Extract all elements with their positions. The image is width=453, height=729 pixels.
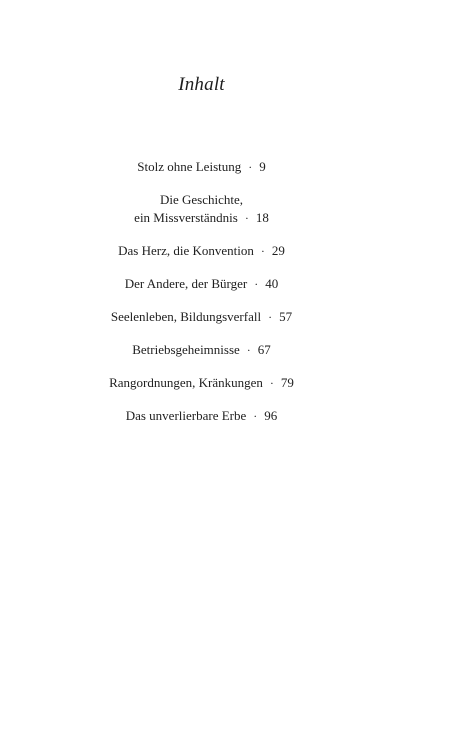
toc-entry: [0, 242, 403, 260]
separator-dot: ·: [260, 244, 265, 258]
toc-page-number: 29: [271, 243, 285, 258]
toc-entry: [0, 191, 403, 227]
toc-entry: [0, 407, 403, 425]
toc-entry: [0, 341, 403, 359]
toc-entry-line: [0, 275, 403, 293]
separator-dot: ·: [254, 277, 259, 291]
toc-page-number: 79: [280, 375, 294, 390]
toc-entry-title: Das unverlierbare Erbe: [125, 408, 247, 423]
separator-dot: ·: [248, 160, 253, 174]
toc-entry-line: [0, 209, 403, 227]
toc-entry: [0, 374, 403, 392]
separator-dot: ·: [244, 211, 249, 225]
toc-page-number: 96: [264, 408, 278, 423]
separator-dot: ·: [253, 409, 258, 423]
separator-dot: ·: [269, 376, 274, 390]
toc-entry-line: [0, 242, 403, 260]
toc-entry-line: [0, 308, 403, 326]
separator-dot: ·: [268, 310, 273, 324]
toc-entry-line: [0, 341, 403, 359]
toc-entry-line: [0, 374, 403, 392]
toc-entry-line: [0, 158, 403, 176]
table-of-contents: [0, 158, 403, 440]
toc-page-number: 57: [279, 309, 293, 324]
toc-entry-title-line-2: ein Missverständnis: [134, 210, 238, 225]
toc-title: Inhalt: [178, 74, 225, 95]
toc-entry: [0, 308, 403, 326]
toc-entry-line: [0, 407, 403, 425]
toc-entry-title: Rangordnungen, Kränkungen: [109, 375, 263, 390]
toc-entry: [0, 158, 403, 176]
toc-page-number: 40: [265, 276, 279, 291]
toc-page-number: 9: [259, 159, 266, 174]
toc-entry: [0, 275, 403, 293]
toc-entry-title-line-1: Die Geschichte,: [159, 192, 244, 207]
separator-dot: ·: [246, 343, 251, 357]
toc-entry-title: Der Andere, der Bürger: [124, 276, 248, 291]
toc-entry-title: Das Herz, die Konvention: [118, 243, 254, 258]
toc-entry-title: Stolz ohne Leistung: [137, 159, 242, 174]
toc-entry-title: Seelenleben, Bildungsverfall: [110, 309, 262, 324]
toc-page-number: 67: [257, 342, 271, 357]
toc-entry-title: Betriebsgeheimnisse: [132, 342, 240, 357]
toc-page-number: 18: [255, 210, 269, 225]
